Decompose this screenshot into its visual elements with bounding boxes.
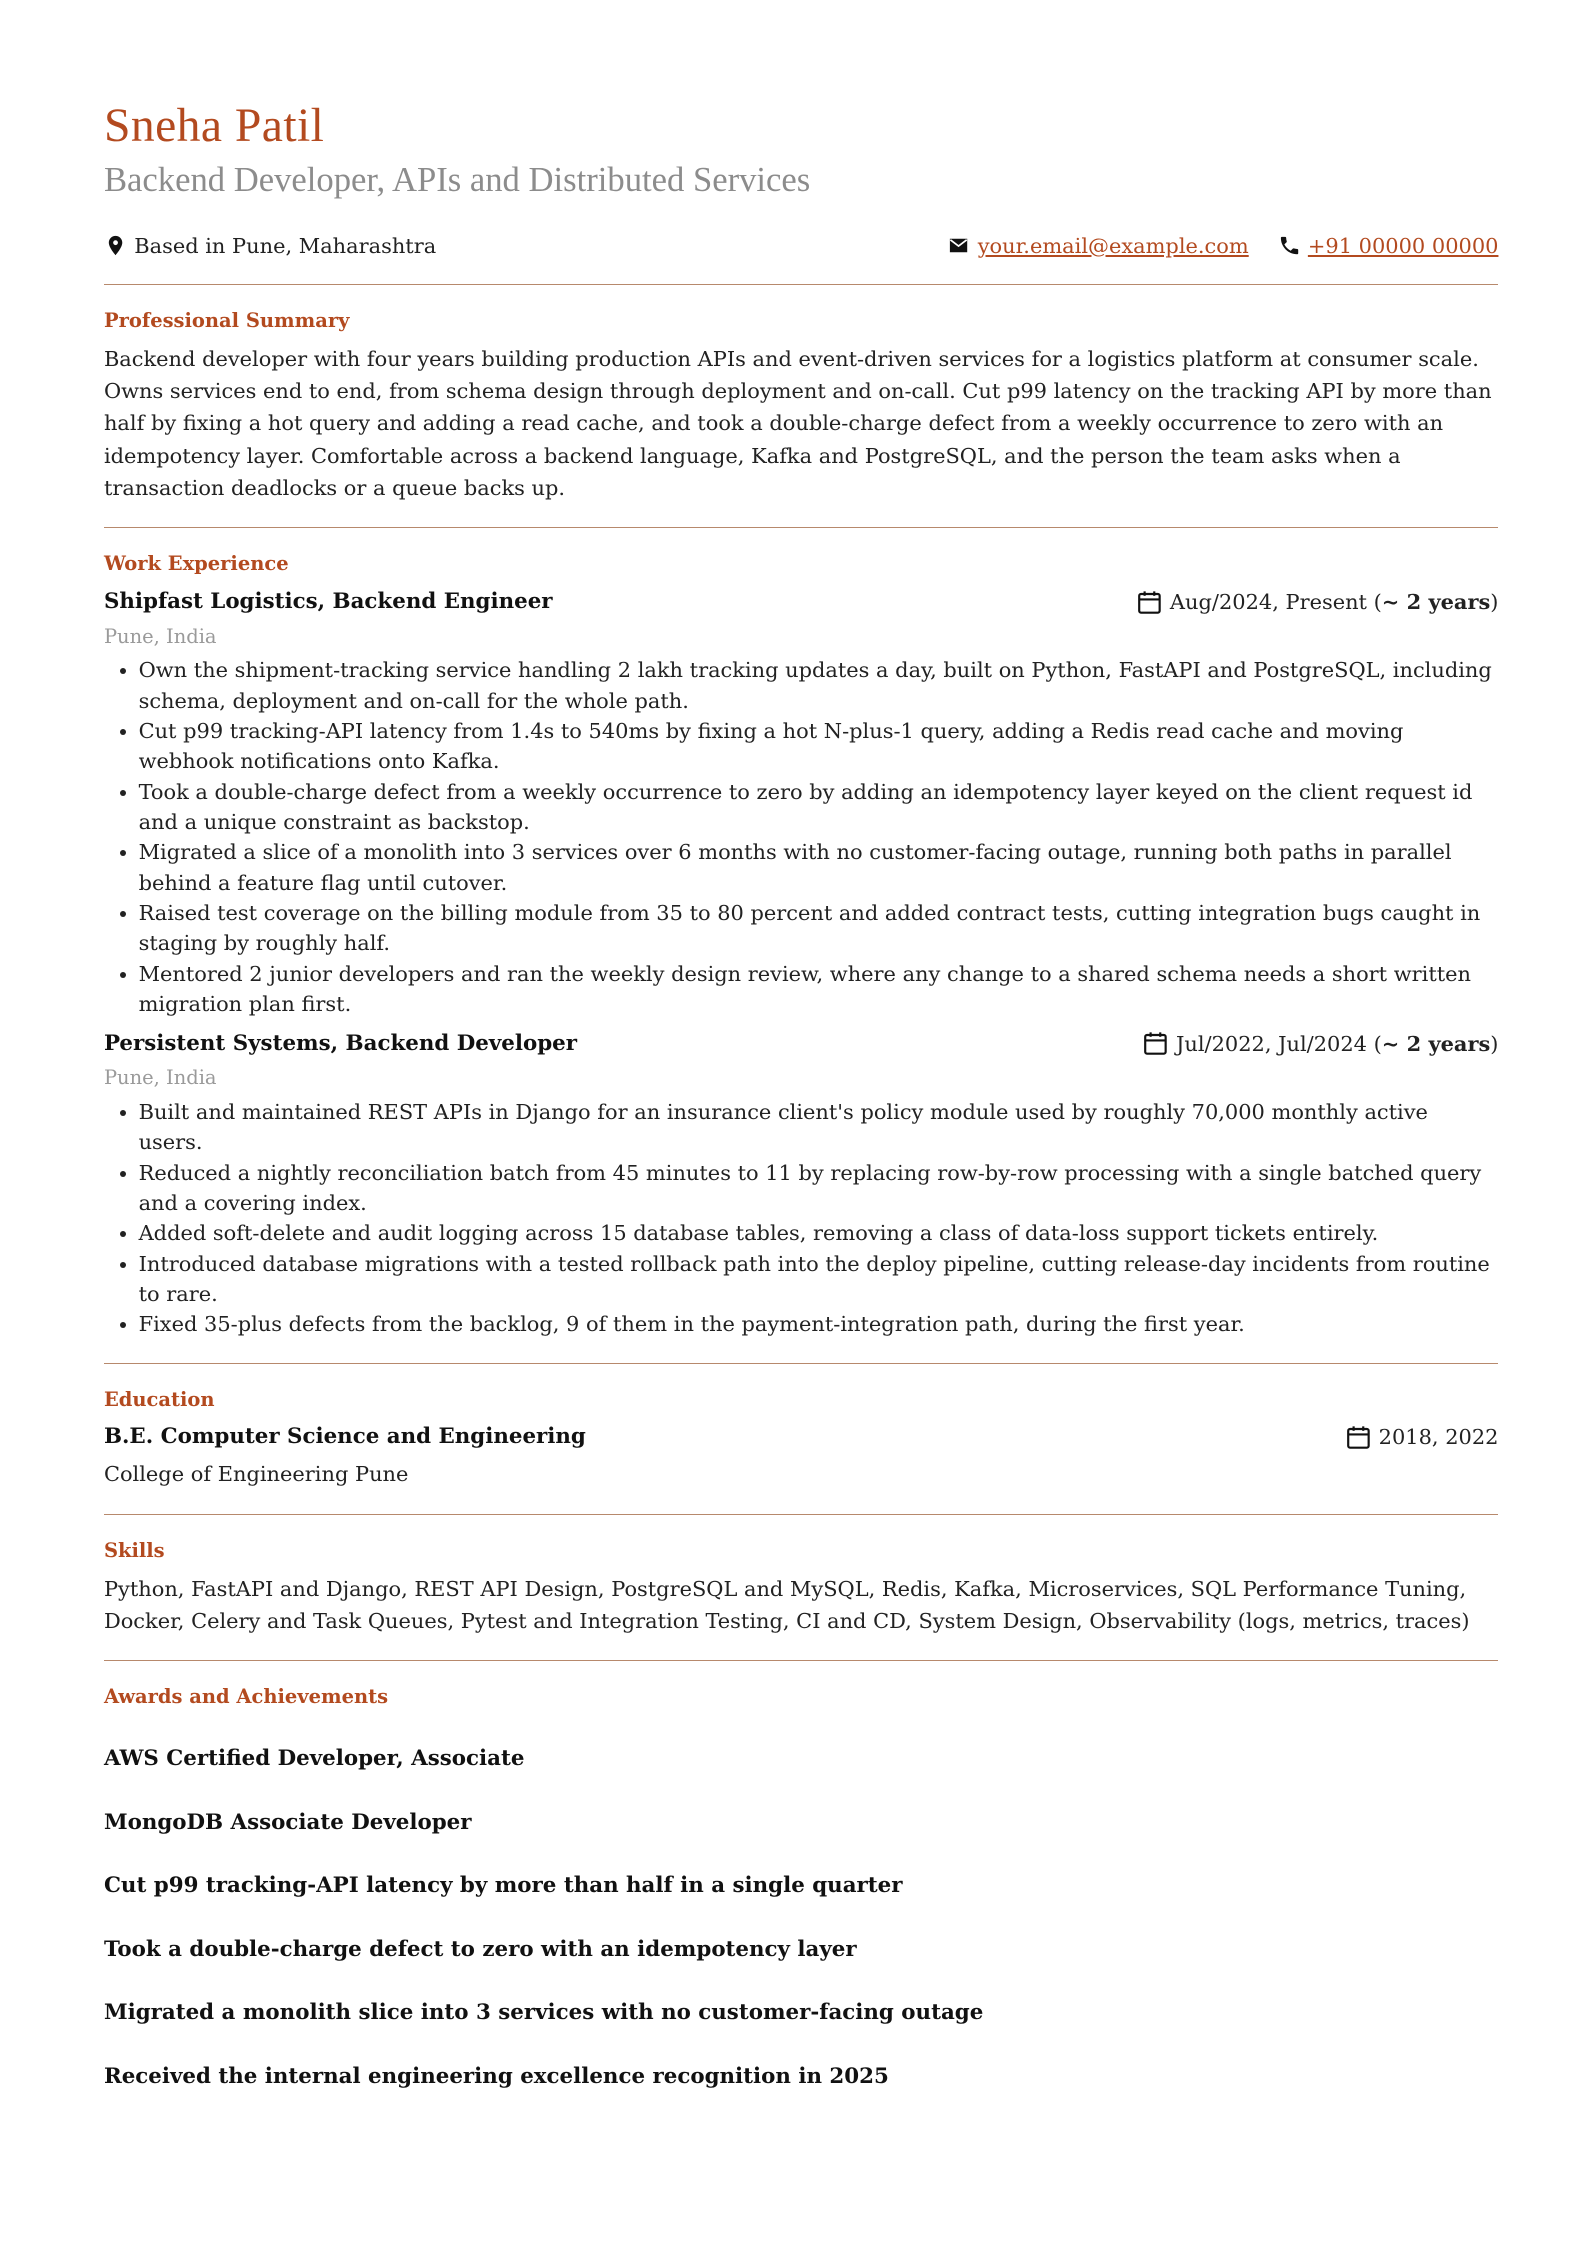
degree-title: B.E. Computer Science and Engineering — [103, 1424, 586, 1450]
list-item: • Migrated a slice of a monolith into 3 services over 6 months with no customer-facing outage, running both paths in parallel behind a feature flag until cutover. — [139, 837, 1499, 898]
education-date — [1344, 1423, 1498, 1452]
job-entry — [104, 1028, 1499, 1340]
candidate-name: Sneha Patil — [103, 100, 325, 153]
award-item: Cut p99 tracking-API latency by more than half in a single quarter — [103, 1873, 903, 1899]
job-dates: Jul/2022, Jul/2024 — [1175, 1031, 1367, 1056]
skills-section — [104, 1515, 1499, 1661]
candidate-headline: Backend Developer, APIs and Distributed Services — [103, 160, 811, 199]
education-section — [104, 1364, 1499, 1514]
list-item: • Reduced a nightly reconciliation batch from 45 minutes to 11 by replacing row-by-row processing with a single batched query and a covering index. — [139, 1158, 1499, 1219]
school-name: College of Engineering Pune — [103, 1461, 409, 1486]
job-dates: Aug/2024, Present — [1169, 589, 1367, 614]
calendar-icon — [1344, 1423, 1373, 1452]
job-company: Shipfast Logistics — [103, 589, 318, 615]
experience-section — [104, 528, 1499, 1362]
job-bullets — [104, 655, 1499, 1019]
job-entry — [104, 586, 1499, 1019]
section-title-skills: Skills — [103, 1538, 165, 1562]
phone-link[interactable]: +91 00000 00000 — [1307, 233, 1499, 258]
map-pin-icon — [104, 234, 127, 257]
job-date: Jul/2022, Jul/2024 ( ~ 2 years ) — [1141, 1029, 1498, 1058]
award-item: Received the internal engineering excellence recognition in 2025 — [103, 2063, 889, 2089]
job-date: Aug/2024, Present ( ~ 2 years ) — [1135, 588, 1498, 617]
job-duration: ~ 2 years — [1381, 1031, 1491, 1057]
list-item: • Own the shipment-tracking service handling 2 lakh tracking updates a day, built on Python, FastAPI and PostgreSQL, including schema, deployment and on-call for the whole path. — [139, 655, 1499, 716]
email-link[interactable]: your.email@example.com — [977, 233, 1249, 258]
contact-bar — [104, 234, 1499, 258]
email-item — [947, 234, 1248, 258]
mail-icon — [947, 234, 970, 257]
list-item: • Cut p99 tracking-API latency from 1.4s to 540ms by fixing a hot N-plus-1 query, adding a Redis read cache and moving webhook notifications onto Kafka. — [139, 716, 1499, 777]
list-item: • Mentored 2 junior developers and ran the weekly design review, where any change to a shared schema needs a short written migration plan first. — [139, 959, 1499, 1020]
list-item: • Built and maintained REST APIs in Django for an insurance client's policy module used by roughly 70,000 monthly active users. — [139, 1097, 1499, 1158]
location-item — [104, 234, 436, 258]
list-item: • Fixed 35-plus defects from the backlog, 9 of them in the payment-integration path, during the first year. — [139, 1309, 1499, 1339]
job-duration: ~ 2 years — [1381, 589, 1491, 615]
list-item: • Took a double-charge defect from a weekly occurrence to zero by adding an idempotency layer keyed on the client request id and a unique constraint as backstop. — [139, 777, 1499, 838]
section-title-awards: Awards and Achievements — [103, 1685, 389, 1709]
skills-text: Python, FastAPI and Django, REST API Design, PostgreSQL and MySQL, Redis, Kafka, Microservices, SQL Performance Tuning, Docker, Celery and Task Queues, Pytest and Integration Testing, CI and CD, System Design, Observability (logs, metrics, traces) — [103, 1576, 1470, 1633]
job-heading: Shipfast Logistics, Backend Engineer — [103, 589, 553, 615]
section-title-experience: Work Experience — [103, 552, 289, 576]
section-title-education: Education — [103, 1387, 215, 1411]
job-role: Backend Developer — [345, 1030, 577, 1056]
job-company: Persistent Systems — [103, 1030, 331, 1056]
job-location: Pune, India — [103, 1066, 217, 1090]
job-role: Backend Engineer — [332, 589, 553, 615]
summary-section — [104, 285, 1499, 528]
job-bullets — [104, 1097, 1499, 1340]
calendar-icon — [1141, 1029, 1170, 1058]
award-item: MongoDB Associate Developer — [103, 1809, 472, 1835]
job-location: Pune, India — [103, 624, 217, 648]
award-item: Migrated a monolith slice into 3 services with no customer-facing outage — [103, 2000, 984, 2026]
list-item: • Introduced database migrations with a tested rollback path into the deploy pipeline, cutting release-day incidents from routine to rare. — [139, 1249, 1499, 1310]
phone-item — [1278, 234, 1499, 258]
phone-icon — [1278, 234, 1301, 257]
section-title-summary: Professional Summary — [103, 308, 350, 332]
education-dates: 2018, 2022 — [1378, 1425, 1499, 1450]
awards-section — [104, 1661, 1499, 2114]
list-item: • Raised test coverage on the billing module from 35 to 80 percent and added contract tests, cutting integration bugs caught in staging by roughly half. — [139, 898, 1499, 959]
calendar-icon — [1135, 588, 1164, 617]
award-item: AWS Certified Developer, Associate — [103, 1746, 525, 1772]
award-item: Took a double-charge defect to zero with an idempotency layer — [103, 1936, 857, 1962]
summary-text: Backend developer with four years building production APIs and event-driven services for a logistics platform at consumer scale. Owns services end to end, from schema design through deployment and on-call. Cut p99 latency on the tracking API by more than half by fixing a hot query and adding a read cache, and took a double-charge defect from a weekly occurrence to zero with an idempotency layer. Comfortable across a backend language, Kafka and PostgreSQL, and the person the team asks when a transaction deadlocks or a queue backs up. — [103, 346, 1492, 500]
location-text: Based in Pune, Maharashtra — [134, 233, 437, 258]
job-heading: Persistent Systems, Backend Developer — [103, 1030, 577, 1056]
list-item: • Added soft-delete and audit logging across 15 database tables, removing a class of data-loss support tickets entirely. — [139, 1218, 1499, 1248]
